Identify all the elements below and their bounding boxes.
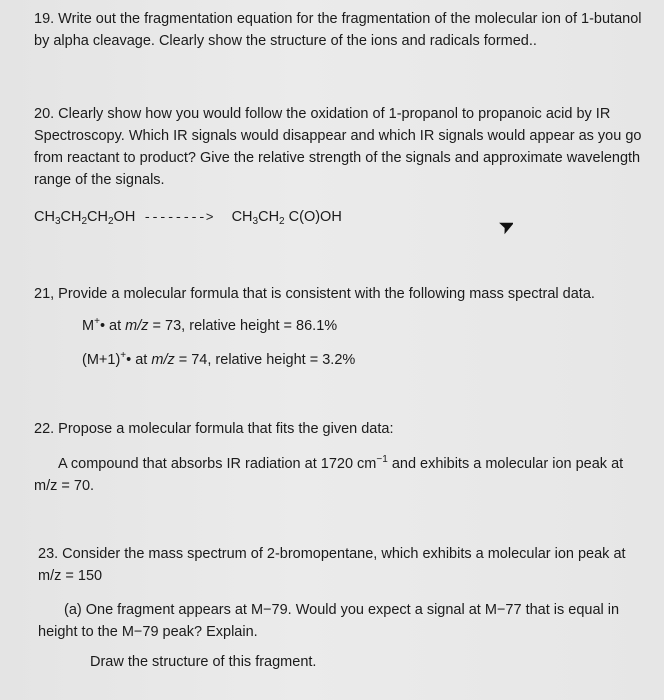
mass-spec-line-m-plus-1: (M+1)+• at m/z = 74, relative height = 3.2% [82,350,356,368]
question-23-draw-prompt: Draw the structure of this fragment. [90,654,317,670]
product-formula: $CH_3CH_2$ C(O)OH [231,209,342,227]
mass-spec-line-m: M+• at m/z = 73, relative height = 86.1% [82,316,338,334]
oxidation-equation [34,206,342,229]
question-19: 19. Write out the fragmentation equation for the fragmentation of the molecular ion of 1-butanol by alpha cleavage. Clearly show the structure of the ions and radicals formed.. [34,11,642,49]
question-23: 23. Consider the mass spectrum of 2-bromopentane, which exhibits a molecular ion peak at m/z = 150 [38,546,626,584]
question-22: 22. Propose a molecular formula that fits the given data: [34,421,394,437]
mouse-pointer-icon [497,219,513,235]
question-21: 21, Provide a molecular formula that is consistent with the following mass spectral data. [34,286,595,302]
reaction-arrow: --------> [143,210,214,225]
reactant-formula: $CH_3CH_2CH_2OH$ [34,209,136,227]
question-20: 20. Clearly show how you would follow the oxidation of 1-propanol to propanoic acid by IR Spectroscopy. Which IR signals would disappear and which IR signals would appear as you go from reactant to product? Give the relative strength of the signals and approximate wavelength range of the signals. [34,106,642,188]
question-23-part-a: (a) One fragment appears at M−79. Would you expect a signal at M−77 that is equal in height to the M−79 peak? Explain. [38,602,620,640]
question-22-data: A compound that absorbs IR radiation at 1720 $cm^{-1}$ and exhibits a molecular ion peak at m/z = 70. [34,454,624,494]
